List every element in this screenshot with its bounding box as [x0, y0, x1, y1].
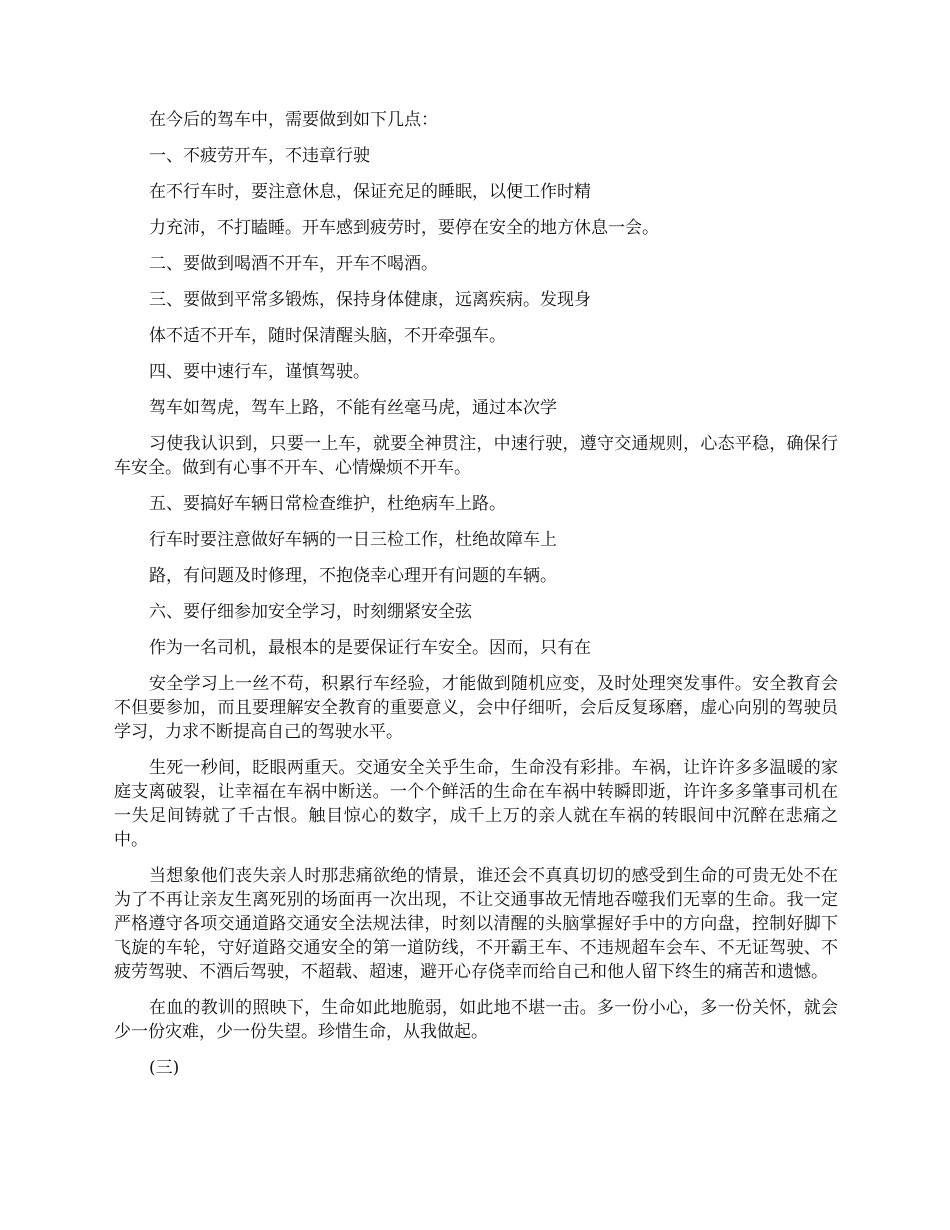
paragraph: 力充沛，不打瞌睡。开车感到疲劳时，要停在安全的地方休息一会。 [149, 218, 659, 238]
paragraph: 安全学习上一丝不苟，积累行车经验，才能做到随机应变，及时处理突发事件。安全教育会不但要参加，而且要理解安全教育的重要意义，会中仔细听，会后反复琢磨，虚心向别的驾驶员学习，力求不断提高自己的驾驶水平。 [114, 674, 838, 742]
paragraph: 驾车如驾虎，驾车上路，不能有丝毫马虎，通过本次学 [149, 398, 557, 418]
paragraph: 行车时要注意做好车辆的一日三检工作，杜绝故障车上 [149, 530, 557, 550]
paragraph: 三、要做到平常多锻炼，保持身体健康，远离疾病。发现身 [149, 290, 591, 310]
paragraph: 作为一名司机，最根本的是要保证行车安全。因而，只有在 [149, 638, 591, 658]
paragraph: 四、要中速行车，谨慎驾驶。 [149, 362, 370, 382]
paragraph: 在今后的驾车中，需要做到如下几点： [149, 110, 438, 130]
paragraph: 在不行车时，要注意休息，保证充足的睡眠，以便工作时精 [149, 182, 591, 202]
paragraph: 体不适不开车，随时保清醒头脑，不开牵强车。 [149, 326, 506, 346]
section-marker: (三) [149, 1058, 180, 1078]
document-body [114, 108, 838, 1092]
paragraph: 在血的教训的照映下，生命如此地脆弱，如此地不堪一击。多一份小心，多一份关怀，就会少一份灾难，少一份失望。珍惜生命，从我做起。 [114, 998, 838, 1042]
paragraph: 二、要做到喝酒不开车，开车不喝酒。 [149, 254, 438, 274]
paragraph: 当想象他们丧失亲人时那悲痛欲绝的情景，谁还会不真真切切的感受到生命的可贵无处不在为了不再让亲友生离死别的场面再一次出现，不让交通事故无情地吞噬我们无辜的生命。我一定严格遵守各项交通道路交通安全法规法律，时刻以清醒的头脑掌握好手中的方向盘，控制好脚下飞旋的车轮，守好道路交通安全的第一道防线，不开霸王车、不违规超车会车、不无证驾驶、不疲劳驾驶、不酒后驾驶，不超载、超速，避开心存侥幸而给自己和他人留下终生的痛苦和遗憾。 [114, 866, 838, 982]
paragraph: 路，有问题及时修理，不抱侥幸心理开有问题的车辆。 [149, 566, 557, 586]
paragraph: 六、要仔细参加安全学习，时刻绷紧安全弦 [149, 602, 472, 622]
paragraph: 一、不疲劳开车，不违章行驶 [149, 146, 370, 166]
paragraph: 五、要搞好车辆日常检查维护，杜绝病车上路。 [149, 494, 506, 514]
paragraph: 习使我认识到，只要一上车，就要全神贯注，中速行驶，遵守交通规则，心态平稳，确保行车安全。做到有心事不开车、心情燥烦不开车。 [114, 434, 838, 478]
paragraph: 生死一秒间，眨眼两重天。交通安全关乎生命，生命没有彩排。车祸，让许许多多温暖的家庭支离破裂，让幸福在车祸中断送。一个个鲜活的生命在车祸中转瞬即逝，许许多多肇事司机在一失足间铸就了千古恨。触目惊心的数字，成千上万的亲人就在车祸的转眼间中沉醉在悲痛之中。 [114, 758, 838, 850]
